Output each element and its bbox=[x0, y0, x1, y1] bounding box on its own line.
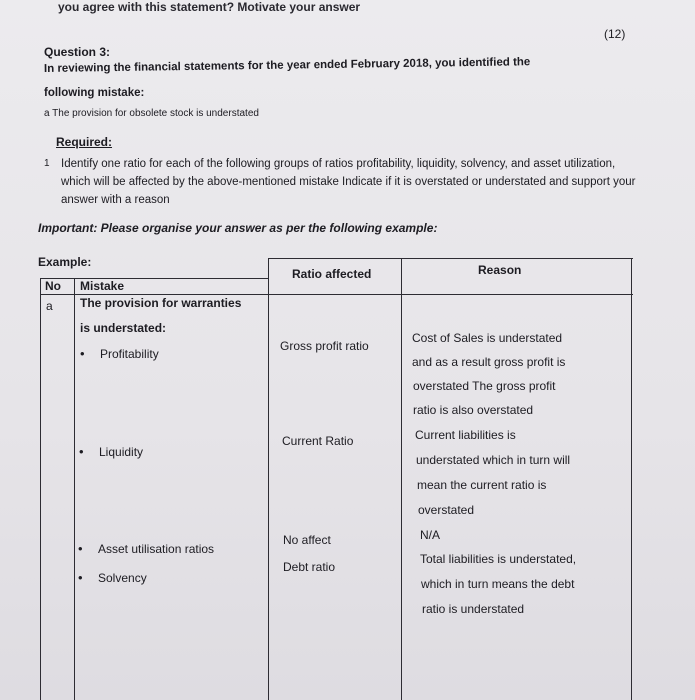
group-liquidity: • Liquidity bbox=[99, 440, 143, 465]
header-mistake: Mistake bbox=[80, 279, 125, 293]
important-note: Important: Please organise your answer as per the following example: bbox=[38, 221, 438, 235]
reason-liquidity-1: Current liabilities is bbox=[415, 428, 516, 442]
group-asset-utilisation: • Asset utilisation ratios bbox=[98, 537, 214, 562]
identified-mistake: a The provision for obsolete stock is understated bbox=[44, 108, 259, 119]
ratio-asset-utilisation: No affect bbox=[283, 533, 331, 547]
reason-profitability-2: and as a result gross profit is bbox=[412, 355, 566, 369]
table-right-border bbox=[631, 258, 632, 700]
reason-solvency-2: which in turn means the debt bbox=[421, 577, 575, 591]
ratio-profitability: Gross profit ratio bbox=[280, 339, 369, 353]
question-intro-line2: following mistake: bbox=[44, 87, 145, 99]
col-divider-no bbox=[74, 278, 75, 700]
question-intro-line1: In reviewing the financial statements for the year ended February 2018, you identified the bbox=[43, 56, 531, 75]
header-reason: Reason bbox=[478, 263, 522, 277]
table-top-border bbox=[268, 258, 633, 259]
example-label: Example: bbox=[38, 255, 92, 269]
mistake-line1: The provision for warranties bbox=[80, 296, 242, 310]
previous-question-tail: you agree with this statement? Motivate your answer bbox=[58, 0, 361, 14]
ratio-solvency: Debt ratio bbox=[283, 560, 336, 574]
group-profitability: • Profitability bbox=[100, 342, 159, 367]
example-table bbox=[40, 258, 633, 700]
reason-liquidity-3: mean the current ratio is bbox=[417, 478, 547, 492]
mistake-line2: is understated: bbox=[80, 321, 167, 335]
reason-profitability-4: ratio is also overstated bbox=[413, 403, 534, 417]
reason-profitability-1: Cost of Sales is understated bbox=[412, 331, 563, 345]
reason-liquidity-4: overstated bbox=[418, 503, 475, 517]
row-number: a bbox=[46, 299, 53, 313]
group-solvency: • Solvency bbox=[98, 566, 147, 591]
reason-liquidity-2: understated which in turn will bbox=[416, 453, 571, 467]
task-number: 1 bbox=[44, 158, 50, 169]
reason-solvency-1: Total liabilities is understated, bbox=[420, 552, 577, 566]
reason-profitability-3: overstated The gross profit bbox=[413, 379, 556, 393]
col-divider-mistake bbox=[268, 258, 269, 700]
ratio-liquidity: Current Ratio bbox=[282, 434, 354, 448]
table-left-border bbox=[40, 278, 41, 700]
col-divider-ratio bbox=[401, 258, 402, 700]
required-heading: Required: bbox=[56, 135, 113, 149]
header-no: No bbox=[45, 279, 61, 293]
task-text: Identify one ratio for each of the following groups of ratios profitability, liquidity, solvency, and asset utilization, which will be affected by the above-mentioned mistake Indicate if it is overstated or understated and support your answer with a reason bbox=[61, 158, 636, 206]
marks-label: (12) bbox=[604, 27, 626, 41]
question-title: Question 3: bbox=[44, 45, 111, 59]
reason-asset-utilisation: N/A bbox=[420, 528, 441, 542]
header-ratio-affected: Ratio affected bbox=[292, 267, 372, 281]
reason-solvency-3: ratio is understated bbox=[422, 602, 525, 616]
